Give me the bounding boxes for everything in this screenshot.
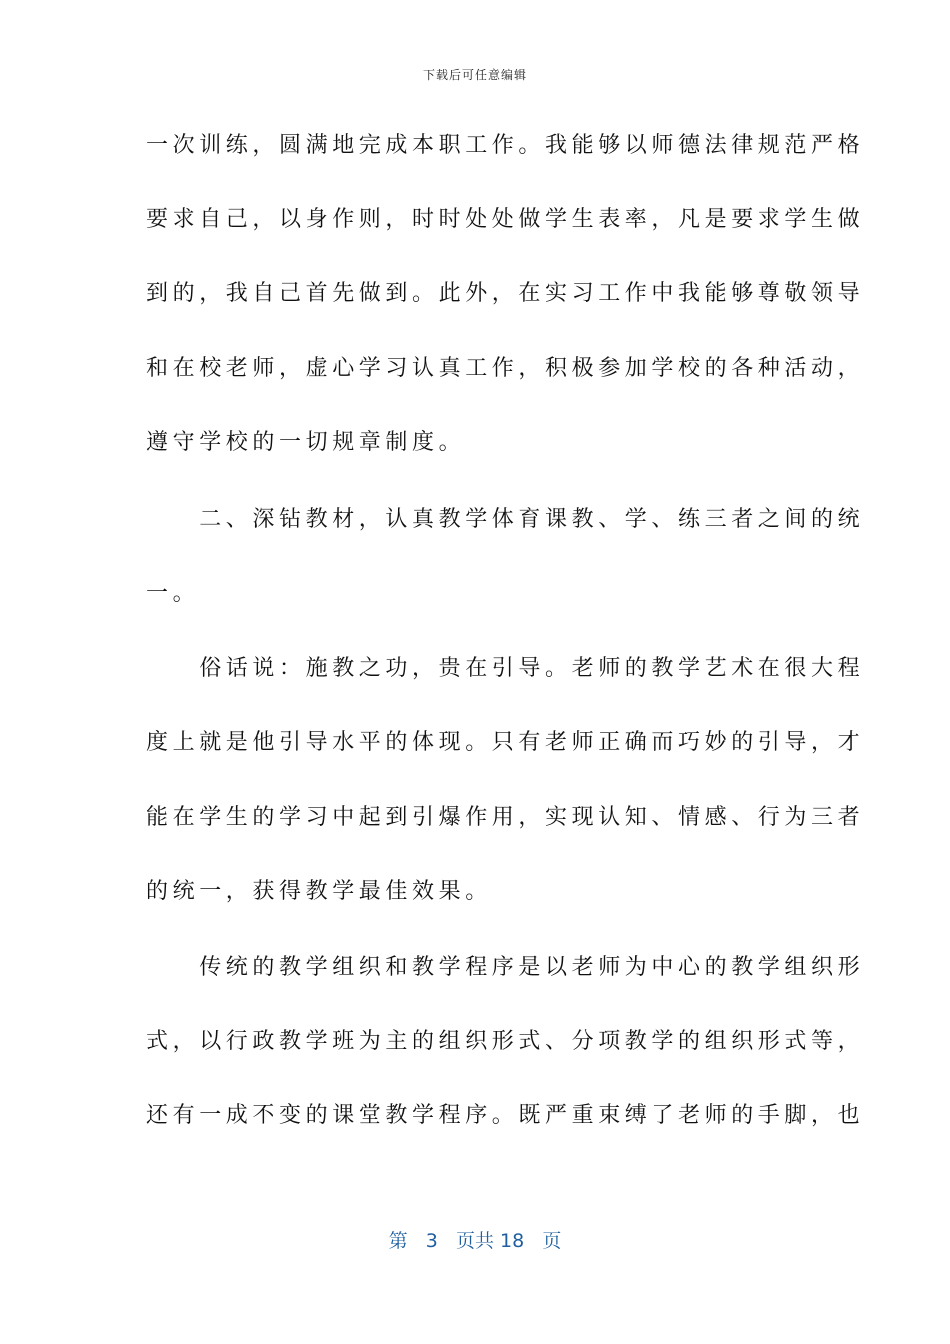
text-line: 一次训练，圆满地完成本职工作。我能够以师德法律规范严格 [146, 133, 865, 158]
page-footer [0, 1226, 950, 1253]
text-line: 俗话说：施教之功，贵在引导。老师的教学艺术在很大程 [146, 656, 865, 681]
text-line: 传统的教学组织和教学程序是以老师为中心的教学组织形 [146, 955, 865, 980]
text-line: 的统一，获得教学最佳效果。 [146, 879, 492, 904]
text-line: 还有一成不变的课堂教学程序。既严重束缚了老师的手脚，也 [146, 1103, 865, 1128]
footer-suffix: 页 [542, 1230, 562, 1252]
text-line: 式，以行政教学班为主的组织形式、分项教学的组织形式等， [146, 1029, 865, 1054]
text-line: 二、深钻教材，认真教学体育课教、学、练三者之间的统 [146, 507, 865, 532]
text-line: 一。 [146, 581, 200, 606]
text-line: 要求自己，以身作则，时时处处做学生表率，凡是要求学生做 [146, 207, 865, 232]
page-header: 下载后可任意编辑 [422, 68, 527, 82]
text-line: 能在学生的学习中起到引爆作用，实现认知、情感、行为三者 [146, 805, 865, 830]
text-line: 度上就是他引导水平的体现。只有老师正确而巧妙的引导，才 [146, 730, 865, 755]
total-pages-number: 18 [500, 1230, 525, 1252]
footer-prefix: 第 [388, 1230, 408, 1252]
text-line: 遵守学校的一切规章制度。 [146, 430, 466, 455]
footer-middle: 页共 [455, 1230, 494, 1252]
text-line: 到的，我自己首先做到。此外，在实习工作中我能够尊敬领导 [146, 281, 865, 306]
text-line: 和在校老师，虚心学习认真工作，积极参加学校的各种活动， [146, 356, 865, 381]
current-page-number: 3 [425, 1230, 438, 1252]
